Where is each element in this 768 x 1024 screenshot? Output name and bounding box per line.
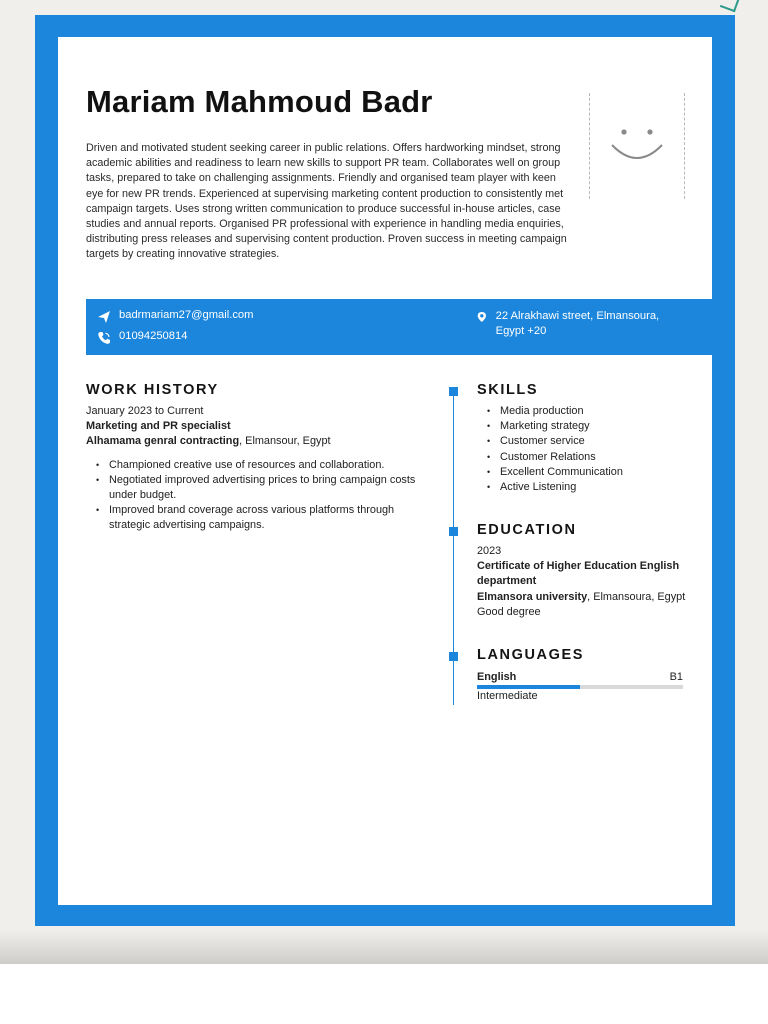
- location-pin-icon: [476, 310, 488, 324]
- photo-placeholder[interactable]: [589, 93, 685, 199]
- contact-email[interactable]: [97, 309, 253, 324]
- skill-item: • Customer Relations: [477, 450, 623, 465]
- skill-item: • Media production: [477, 404, 623, 419]
- resume-summary: Driven and motivated student seeking career in public relations. Offers hardworking mindset, strong academic abilities and readiness to learn new skills to support PR team. Collaborates well on group tasks, prepared to take on challenging assignments. Friendly and organised team player with keen eye for new PR trends. Experienced at supervising marketing content production to consistently met campaign targets. Uses strong written communication to produce successful in-house articles, case studies and annual reports. Organised PR professional with experience in handling media enquiries, distributing press releases and supervising content production. Proven success in meeting campaign targets by creating innovative strategies.: [86, 142, 567, 261]
- language-row: [477, 670, 683, 685]
- work-role: Marketing and PR specialist: [86, 420, 231, 433]
- contact-phone[interactable]: [97, 330, 187, 345]
- language-name: English: [477, 671, 517, 683]
- skills-list: [477, 404, 623, 495]
- education-school-line: [477, 590, 689, 605]
- contact-address-text: 22 Alrakhawi street, Elmansoura, Egypt +20: [495, 310, 660, 337]
- timeline-marker-education: [449, 527, 458, 536]
- education-grade: Good degree: [477, 605, 541, 618]
- education-title: EDUCATION: [477, 522, 577, 538]
- skill-item: • Excellent Communication: [477, 465, 623, 480]
- language-level-code: B1: [669, 671, 683, 683]
- resume-name: Mariam Mahmoud Badr: [86, 84, 433, 119]
- work-bullet: • Improved brand coverage across various platforms through strategic advertising campaigns.: [86, 503, 426, 533]
- education-location: , Elmansoura, Egypt: [587, 590, 686, 603]
- timeline-marker-languages: [449, 652, 458, 661]
- contact-email-text[interactable]: badrmariam27@gmail.com: [119, 309, 254, 321]
- education-entry: [477, 544, 689, 620]
- smiley-placeholder-icon: [608, 123, 666, 167]
- contact-phone-text[interactable]: 01094250814: [119, 330, 188, 342]
- work-location: , Elmansour, Egypt: [239, 435, 331, 448]
- language-level-label: Intermediate: [477, 690, 538, 702]
- contact-address: [476, 309, 676, 339]
- work-company-line: [86, 434, 426, 449]
- phone-icon: [97, 331, 111, 345]
- languages-title: LANGUAGES: [477, 647, 585, 663]
- work-bullet: • Negotiated improved advertising prices to bring campaign costs under budget.: [86, 473, 426, 503]
- skill-item: • Marketing strategy: [477, 419, 623, 434]
- timeline-marker-skills: [449, 387, 458, 396]
- work-company: Alhamama genral contracting: [86, 435, 240, 448]
- work-history-entry: [86, 404, 426, 534]
- education-degree: Certificate of Higher Education English department: [477, 560, 680, 588]
- skill-item: • Active Listening: [477, 480, 623, 495]
- work-bullets: [86, 458, 426, 534]
- education-school: Elmansora university: [477, 590, 588, 603]
- work-bullet: • Championed creative use of resources and collaboration.: [86, 458, 426, 473]
- skill-item: • Customer service: [477, 434, 623, 449]
- skills-title: SKILLS: [477, 382, 539, 398]
- work-history-title: WORK HISTORY: [86, 382, 219, 398]
- paper-shadow: [0, 930, 768, 964]
- contact-bar: [86, 299, 712, 355]
- work-dates: January 2023 to Current: [86, 405, 204, 417]
- education-year: 2023: [477, 545, 502, 557]
- paper-plane-icon: [97, 310, 111, 324]
